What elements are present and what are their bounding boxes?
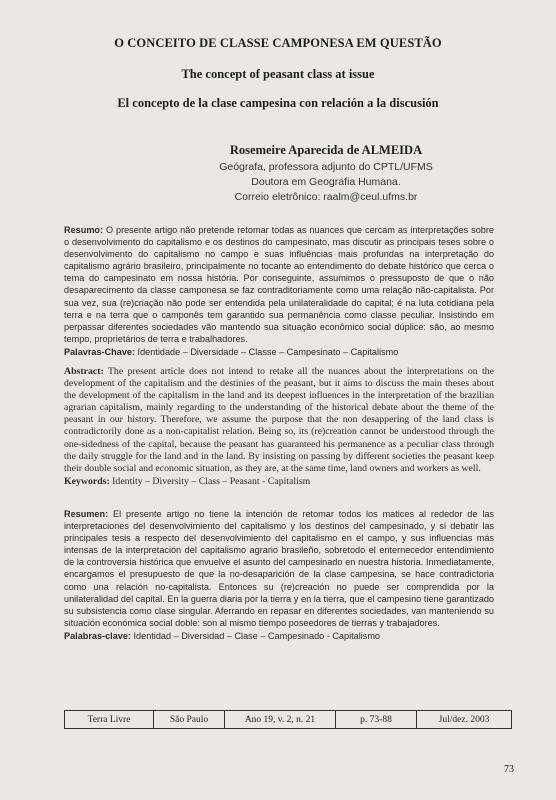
citation-footer — [64, 710, 512, 729]
title-portuguese: O CONCEITO DE CLASSE CAMPONESA EM QUESTÃO — [114, 36, 442, 50]
author-degree: Doutora em Geografia Humana. — [251, 176, 401, 188]
title-english: The concept of peasant class at issue — [181, 67, 375, 81]
keywords-label: Palavras-Chave: — [64, 346, 136, 357]
keywords-line — [64, 346, 494, 358]
abstract-paragraph — [64, 224, 494, 345]
author-block — [176, 143, 476, 205]
keywords-text: Identidad – Diversidad – Clase – Campesinado - Capitalismo — [130, 630, 381, 641]
abstract-portuguese — [64, 224, 494, 358]
keywords-label: Keywords: — [64, 475, 110, 487]
title-spanish: El concepto de la clase campesina con relación a la discusión — [117, 96, 439, 110]
keywords-text: Identity – Diversity – Class – Peasant - Capitalism — [109, 475, 311, 487]
abstract-paragraph — [64, 366, 494, 475]
footer-pages: p. 73-88 — [336, 711, 417, 728]
footer-date: Jul/dez. 2003 — [438, 714, 490, 725]
footer-volume: Ano 19, v. 2, n. 21 — [225, 711, 336, 728]
abstract-text: The present article does not intend to retake all the nuances about the interpretations on the development of the capitalism and the destinies of the peasant, but it aims to discuss the main theses about the development of the capitalism in the land and its deepest influences in the interpretation of the brazilian agrarian capitalism, mainly regarding to the understanding of the historical debate about the theme of the peasant in our history. Therefore, we assume the purpose that the non desappering of the land class is contradictorily done as a non-capitalist relation. Being so, its (re)creation cannot be understood through the one-sidedness of the capital, because the peasant has guaranteed his permanence as a peculiar class through the daily struggle for the land and in the land. By insisting on passing by different societies the peasant keep their double social and economic situation, as they are, at the same time, land owners and workers as well. — [64, 366, 494, 474]
abstract-label: Resumo: — [64, 225, 104, 235]
footer-city: São Paulo — [154, 711, 225, 728]
keywords-line — [64, 476, 494, 488]
keywords-label: Palabras-clave: — [64, 630, 131, 641]
keywords-text: Identidade – Diversidade – Classe – Campesinato – Capitalismo — [135, 346, 399, 357]
abstract-text: O presente artigo não pretende retomar todas as nuances que cercam as interpretações sobre o desenvolvimento do capitalismo e os destinos do campesinato, mas discutir as principais teses sobre o desenvolvimento do capitalismo no campo e suas influências mais profundas na interpretação do capitalismo agrário brasileiro, principalmente no tocante ao entendimento do debate histórico que cerca o tema do campesinato em nossa história. Por conseguinte, assumimos o pressuposto de que o não desaparecimento da classe camponesa se faz contraditoriamente como uma relação não-capitalista. Por sua vez, sua (re)criação não pode ser entendida pela unilateralidade do capital; é na luta cotidiana pela terra e na terra que o camponês tem garantido sua permanência como classe peculiar. Insistindo em perpassar diferentes sociedades vão mantendo sua situação econômico social dúplice: são, ao mesmo tempo, proprietários de terra e trabalhadores. — [64, 225, 494, 344]
abstract-paragraph — [64, 508, 494, 629]
page-number: 73 — [504, 764, 514, 775]
author-affiliation: Geógrafa, professora adjunto do CPTL/UFMS — [219, 161, 433, 173]
author-email: Correio eletrônico: raalm@ceul.ufms.br — [234, 191, 418, 203]
abstract-label: Resumen: — [64, 509, 109, 519]
abstract-label: Abstract: — [64, 366, 104, 377]
abstract-english — [64, 366, 494, 488]
abstract-spanish — [64, 508, 494, 642]
author-name: Rosemeire Aparecida de ALMEIDA — [229, 143, 423, 157]
keywords-line — [64, 630, 494, 642]
abstract-text: El presente artigo no tiene la intención de retomar todos los matices al rededor de las interpretaciones del desenvolvimiento del capitalismo y los destinos del campesinado, y si debatir las principales tesis a respecto del desenvolvimiento del capitalismo en el campo, y sus influencias más intensas de la interpretación del capitalismo agrario brasileño, sobretodo el enternecedor entendimiento de la controversia histórica que envuelve el asunto del campesinado en nuestra historia. Inmediatamente, encargamos el presupuesto de que la no-desaparición de la clase campesina, se hace contradictoria como una relación no-capitalista. Entonces su (re)creación no puede ser comprendida por la unilateralidad del capital. En la guerra diaria por la tierra y en la tierra, que el campesino tiene garantizado su subsistencia como clase singular. Aferrando en repasar en diferentes sociedades, van manteniendo su situación económica social doble: son al mismo tiempo poseedores de tierras y trabajadores. — [64, 509, 494, 628]
footer-journal: Terra Livre — [65, 711, 154, 728]
